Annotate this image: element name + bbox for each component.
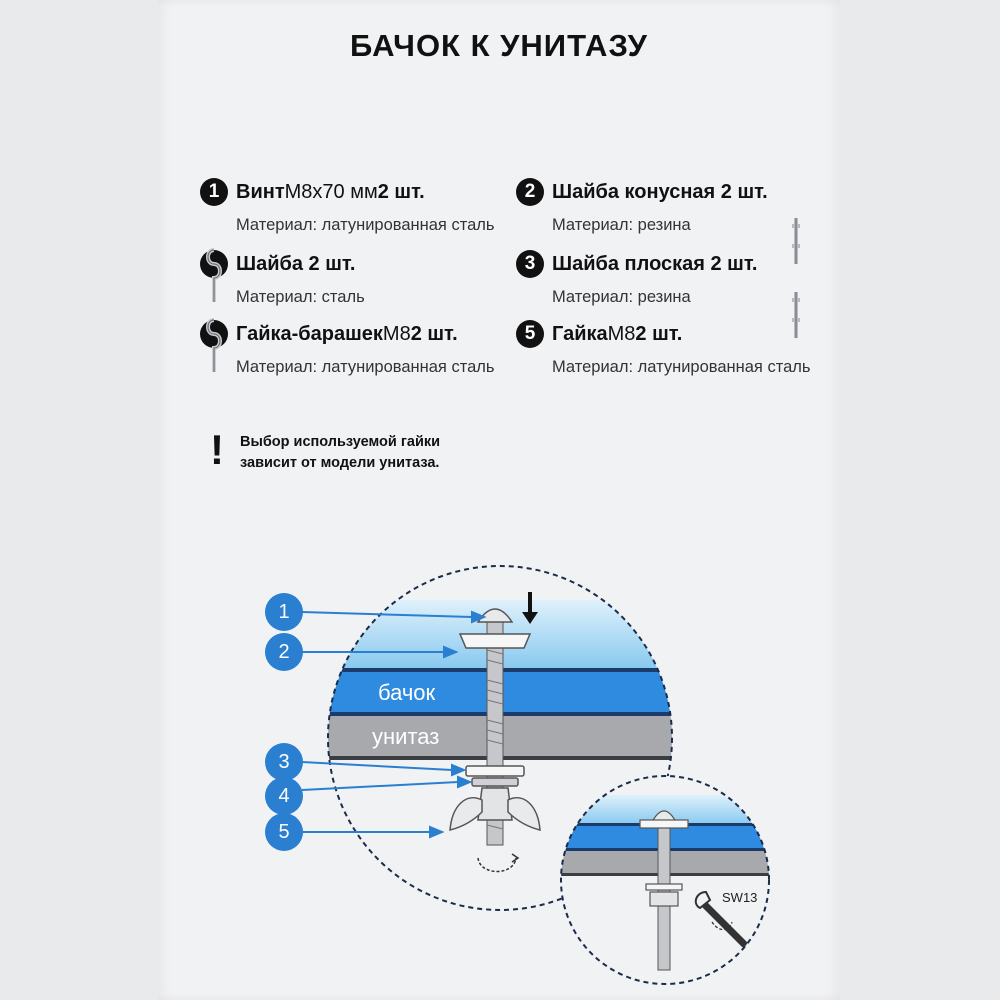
- exclamation-icon: !: [210, 426, 224, 473]
- page-title: БАЧОК К УНИТАЗУ: [350, 28, 648, 63]
- toilet-label: унитаз: [372, 724, 440, 749]
- part-material: Материал: латунированная сталь: [236, 358, 495, 376]
- part-name: Гайка-барашек: [236, 322, 383, 345]
- part-name: Шайба плоская 2 шт.: [552, 252, 758, 275]
- part-name: Винт: [236, 180, 285, 203]
- part-qty: 2 шт.: [410, 322, 458, 345]
- part-material: Материал: латунированная сталь: [552, 358, 811, 376]
- part-number-badge: 3: [516, 250, 544, 278]
- part-spec: М8: [382, 322, 411, 345]
- note-line-1: Выбор используемой гайки: [240, 434, 441, 450]
- wrench-size-label: SW13: [722, 890, 758, 905]
- part-qty: 2 шт.: [635, 322, 683, 345]
- part-number-badge: 2: [516, 178, 544, 206]
- callout-3: 3: [265, 743, 303, 781]
- part-name: Гайка: [552, 322, 608, 345]
- part-material: Материал: латунированная сталь: [236, 216, 495, 234]
- part-material: Материал: резина: [552, 288, 691, 306]
- note-line-2: зависит от модели унитаза.: [240, 455, 440, 471]
- part-spec: М8х70 мм: [284, 180, 378, 203]
- callout-4: 4: [265, 777, 303, 815]
- part-number-badge: 1: [200, 178, 228, 206]
- callout-5: 5: [265, 813, 303, 851]
- callout-2: 2: [265, 633, 303, 671]
- tank-label: бачок: [378, 680, 436, 705]
- part-qty: 2 шт.: [377, 180, 425, 203]
- part-spec: М8: [607, 322, 636, 345]
- part-material: Материал: резина: [552, 216, 691, 234]
- callout-1: 1: [265, 593, 303, 631]
- part-number-badge: 5: [516, 320, 544, 348]
- part-material: Материал: сталь: [236, 288, 365, 306]
- part-name: Шайба конусная 2 шт.: [552, 180, 768, 203]
- part-name: Шайба 2 шт.: [236, 252, 356, 275]
